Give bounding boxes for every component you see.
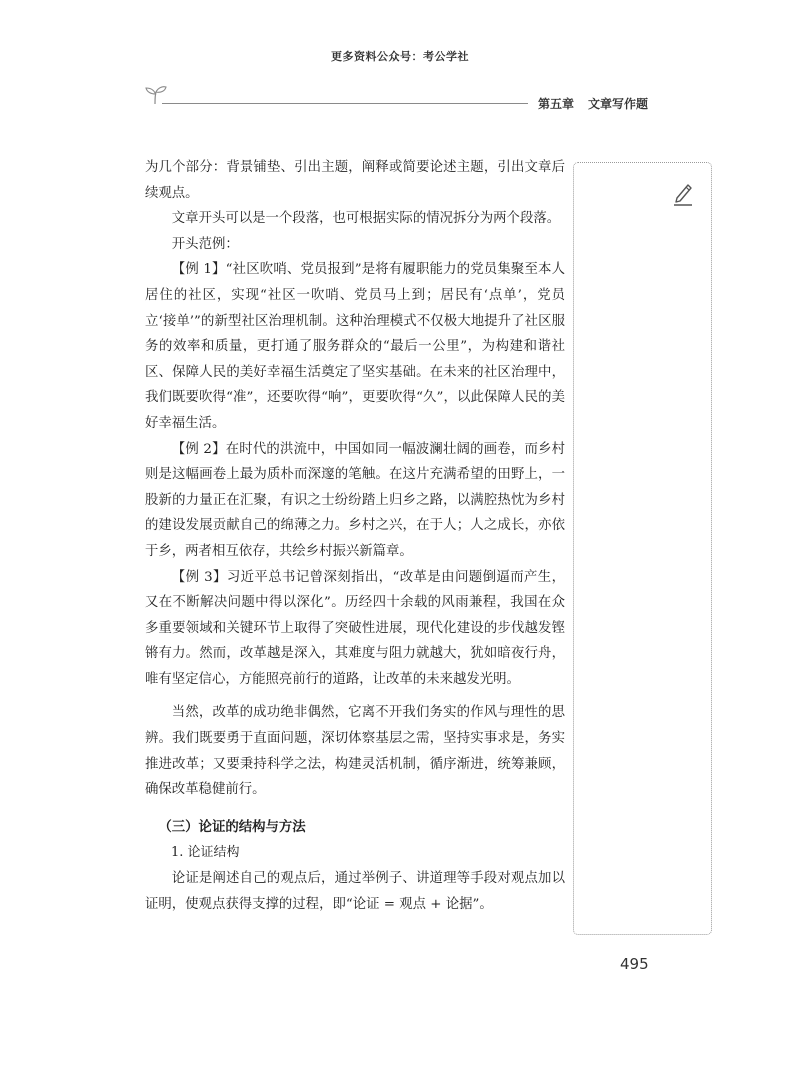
paragraph-reform: 当然，改革的成功绝非偶然，它离不开我们务实的作风与理性的思辨。我们既要勇于直面问题，深切体察基层之需，坚持实事求是，务实推进改革；又要秉持科学之法，构建灵活机制，循序渐进，统筹兼顾，确保改革稳健前行。 <box>145 705 565 798</box>
chapter-label <box>538 95 648 112</box>
section-heading: （三）论证的结构与方法 <box>158 819 306 835</box>
sub-heading: 1. 论证结构 <box>171 845 240 861</box>
chapter-title: 文章写作题 <box>588 97 649 111</box>
paragraph-intro: 为几个部分：背景铺垫、引出主题，阐释或简要论述主题，引出文章后续观点。 <box>145 160 565 201</box>
page-number: 495 <box>620 955 649 973</box>
pencil-icon <box>671 181 695 207</box>
example-2: 【例 2】在时代的洪流中，中国如同一幅波澜壮阔的画卷，而乡村则是这幅画卷上最为质朴而深邃的笔触。在这片充满希望的田野上，一股新的力量正在汇聚，有识之士纷纷踏上归乡之路，以满腔热忱为乡村的建设发展贡献自己的绵薄之力。乡村之兴，在于人；人之成长，亦依于乡，两者相互依存，共绘乡村振兴新篇章。 <box>145 441 565 559</box>
sprout-icon <box>143 85 167 105</box>
top-banner: 更多资料公众号：考公学社 <box>331 50 469 63</box>
paragraph-argument-definition: 论证是阐述自己的观点后，通过举例子、讲道理等手段对观点加以证明，使观点获得支撑的过程，即“论证 = 观点 + 论据”。 <box>145 871 565 912</box>
paragraph-opening-structure: 文章开头可以是一个段落，也可根据实际的情况拆分为两个段落。 <box>171 211 561 227</box>
chapter-number: 第五章 <box>538 97 575 111</box>
example-1: 【例 1】“社区吹哨、党员报到”是将有履职能力的党员集聚至本人居住的社区，实现“社区一吹哨、党员马上到；居民有‘点单’，党员立‘接单’”的新型社区治理机制。这种治理模式不仅极大地提升了社区服务的效率和质量，更打通了服务群众的“最后一公里”，为构建和谐社区、保障人民的美好幸福生活奠定了坚实基础。在未来的社区治理中，我们既要吹得“准”，还要吹得“响”，更要吹得“久”，以此保障人民的美好幸福生活。 <box>145 262 565 431</box>
example-3: 【例 3】习近平总书记曾深刻指出，“改革是由问题倒逼而产生，又在不断解决问题中得以深化”。历经四十余载的风雨兼程，我国在众多重要领域和关键环节上取得了突破性进展，现代化建设的步伐越发铿锵有力。然而，改革越是深入，其难度与阻力就越大，犹如暗夜行舟，唯有坚定信心，方能照亮前行的道路，让改革的未来越发光明。 <box>145 569 565 687</box>
header-rule <box>162 103 528 104</box>
paragraph-examples-label: 开头范例： <box>171 236 239 252</box>
main-content <box>145 155 565 917</box>
notes-margin-box <box>573 162 712 935</box>
